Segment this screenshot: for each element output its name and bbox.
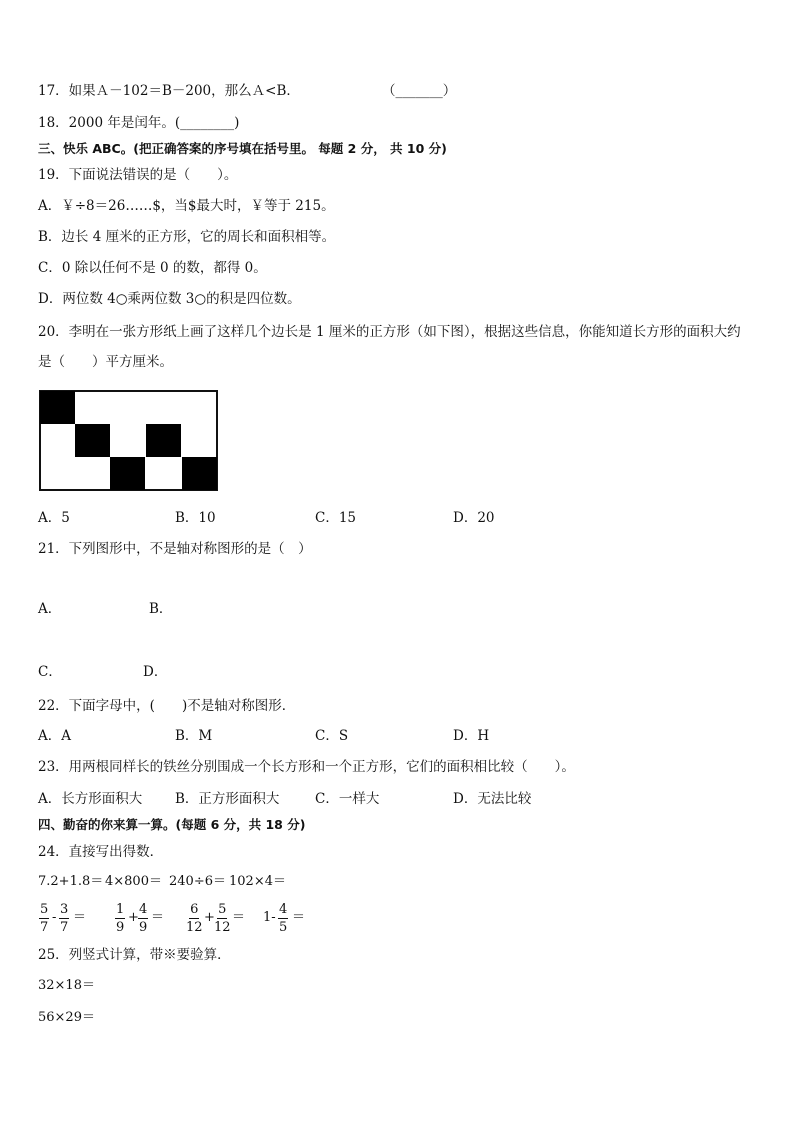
operator: + bbox=[128, 910, 139, 925]
q23-option-a[interactable]: A．长方形面积大 bbox=[38, 791, 143, 807]
q21-option-d[interactable]: D． bbox=[143, 664, 168, 680]
q22-option-c[interactable]: C．S bbox=[315, 728, 349, 744]
section-3-heading: 三、快乐 ABC。(把正确答案的序号填在括号里。 每题 2 分， 共 10 分) bbox=[38, 141, 447, 156]
q22-option-d[interactable]: D．H bbox=[453, 728, 490, 744]
rectangle-squares-figure bbox=[39, 390, 219, 492]
q23-option-c[interactable]: C．一样大 bbox=[315, 791, 380, 807]
equals-sign: ＝ bbox=[73, 910, 87, 925]
q23-option-d[interactable]: D．无法比较 bbox=[453, 791, 532, 807]
operator: + bbox=[204, 910, 215, 925]
q19-option-d: D．两位数 4○乘两位数 3○的积是四位数。 bbox=[38, 291, 301, 307]
q21-option-b[interactable]: B． bbox=[149, 601, 173, 617]
fraction: $\frac{5}{12}$ bbox=[214, 902, 231, 935]
black-square-3 bbox=[110, 457, 145, 490]
question-21: 21．下列图形中，不是轴对称图形的是（ ） bbox=[38, 541, 312, 557]
q20-option-c[interactable]: C．15 bbox=[315, 510, 357, 526]
q17-answer-blank[interactable]: （_______） bbox=[382, 83, 457, 99]
operator: - bbox=[52, 910, 57, 925]
equals-sign: ＝ bbox=[151, 910, 165, 925]
fraction: $\frac{6}{12}$ bbox=[186, 902, 203, 935]
q21-option-c[interactable]: C． bbox=[38, 664, 62, 680]
equals-sign: ＝ bbox=[292, 910, 306, 925]
black-square-4 bbox=[146, 424, 181, 457]
question-20-line2: 是（ ）平方厘米。 bbox=[38, 354, 173, 370]
question-25: 25．列竖式计算，带※要验算． bbox=[38, 947, 231, 963]
calc-item: 240÷6＝ bbox=[169, 874, 226, 889]
black-square-5 bbox=[182, 457, 217, 490]
q19-option-c: C．0 除以任何不是 0 的数，都得 0。 bbox=[38, 260, 267, 276]
q19-option-a: A．￥÷8＝26……$，当$最大时，￥等于 215。 bbox=[38, 198, 335, 214]
q17-text: 17．如果Ａ－102＝B－200，那么Ａ<B． bbox=[38, 83, 300, 99]
question-18: 18．2000 年是闰年。(________) bbox=[38, 115, 240, 131]
calc-item: 7.2+1.8＝ bbox=[38, 874, 104, 889]
q20-option-d[interactable]: D．20 bbox=[453, 510, 495, 526]
calc-item: 4×800＝ bbox=[105, 874, 162, 889]
fraction: $\frac{4}{5}$ bbox=[279, 902, 288, 935]
q19-option-b: B．边长 4 厘米的正方形，它的周长和面积相等。 bbox=[38, 229, 336, 245]
q25-item-1: 32×18＝ bbox=[38, 978, 95, 993]
q23-option-b[interactable]: B．正方形面积大 bbox=[175, 791, 280, 807]
q20-option-a[interactable]: A．5 bbox=[38, 510, 70, 526]
fraction: $\frac{4}{9}$ bbox=[139, 902, 148, 935]
equals-sign: ＝ bbox=[232, 910, 246, 925]
q21-option-a[interactable]: A． bbox=[38, 601, 62, 617]
black-square-2 bbox=[75, 424, 110, 457]
question-22: 22．下面字母中，( )不是轴对称图形． bbox=[38, 698, 296, 714]
question-20-line1: 20．李明在一张方形纸上画了这样几个边长是 1 厘米的正方形（如下图），根据这些信息，你能知道长方形的面积大约 bbox=[38, 324, 741, 340]
black-square-1 bbox=[40, 391, 75, 424]
q20-option-b[interactable]: B．10 bbox=[175, 510, 216, 526]
section-4-heading: 四、勤奋的你来算一算。(每题 6 分，共 18 分) bbox=[38, 817, 306, 832]
calc-item: 102×4＝ bbox=[229, 874, 286, 889]
lead-term: 1- bbox=[263, 910, 276, 925]
q25-item-2: 56×29＝ bbox=[38, 1010, 95, 1025]
question-19: 19．下面说法错误的是（ ）。 bbox=[38, 167, 238, 183]
q22-option-a[interactable]: A．A bbox=[38, 728, 71, 744]
fraction: $\frac{3}{7}$ bbox=[60, 902, 69, 935]
fraction: $\frac{1}{9}$ bbox=[116, 902, 125, 935]
question-24: 24．直接写出得数． bbox=[38, 844, 164, 860]
fraction: $\frac{5}{7}$ bbox=[40, 902, 49, 935]
q22-option-b[interactable]: B．M bbox=[175, 728, 213, 744]
question-23: 23．用两根同样长的铁丝分别围成一个长方形和一个正方形，它们的面积相比较（ ）。 bbox=[38, 759, 575, 775]
